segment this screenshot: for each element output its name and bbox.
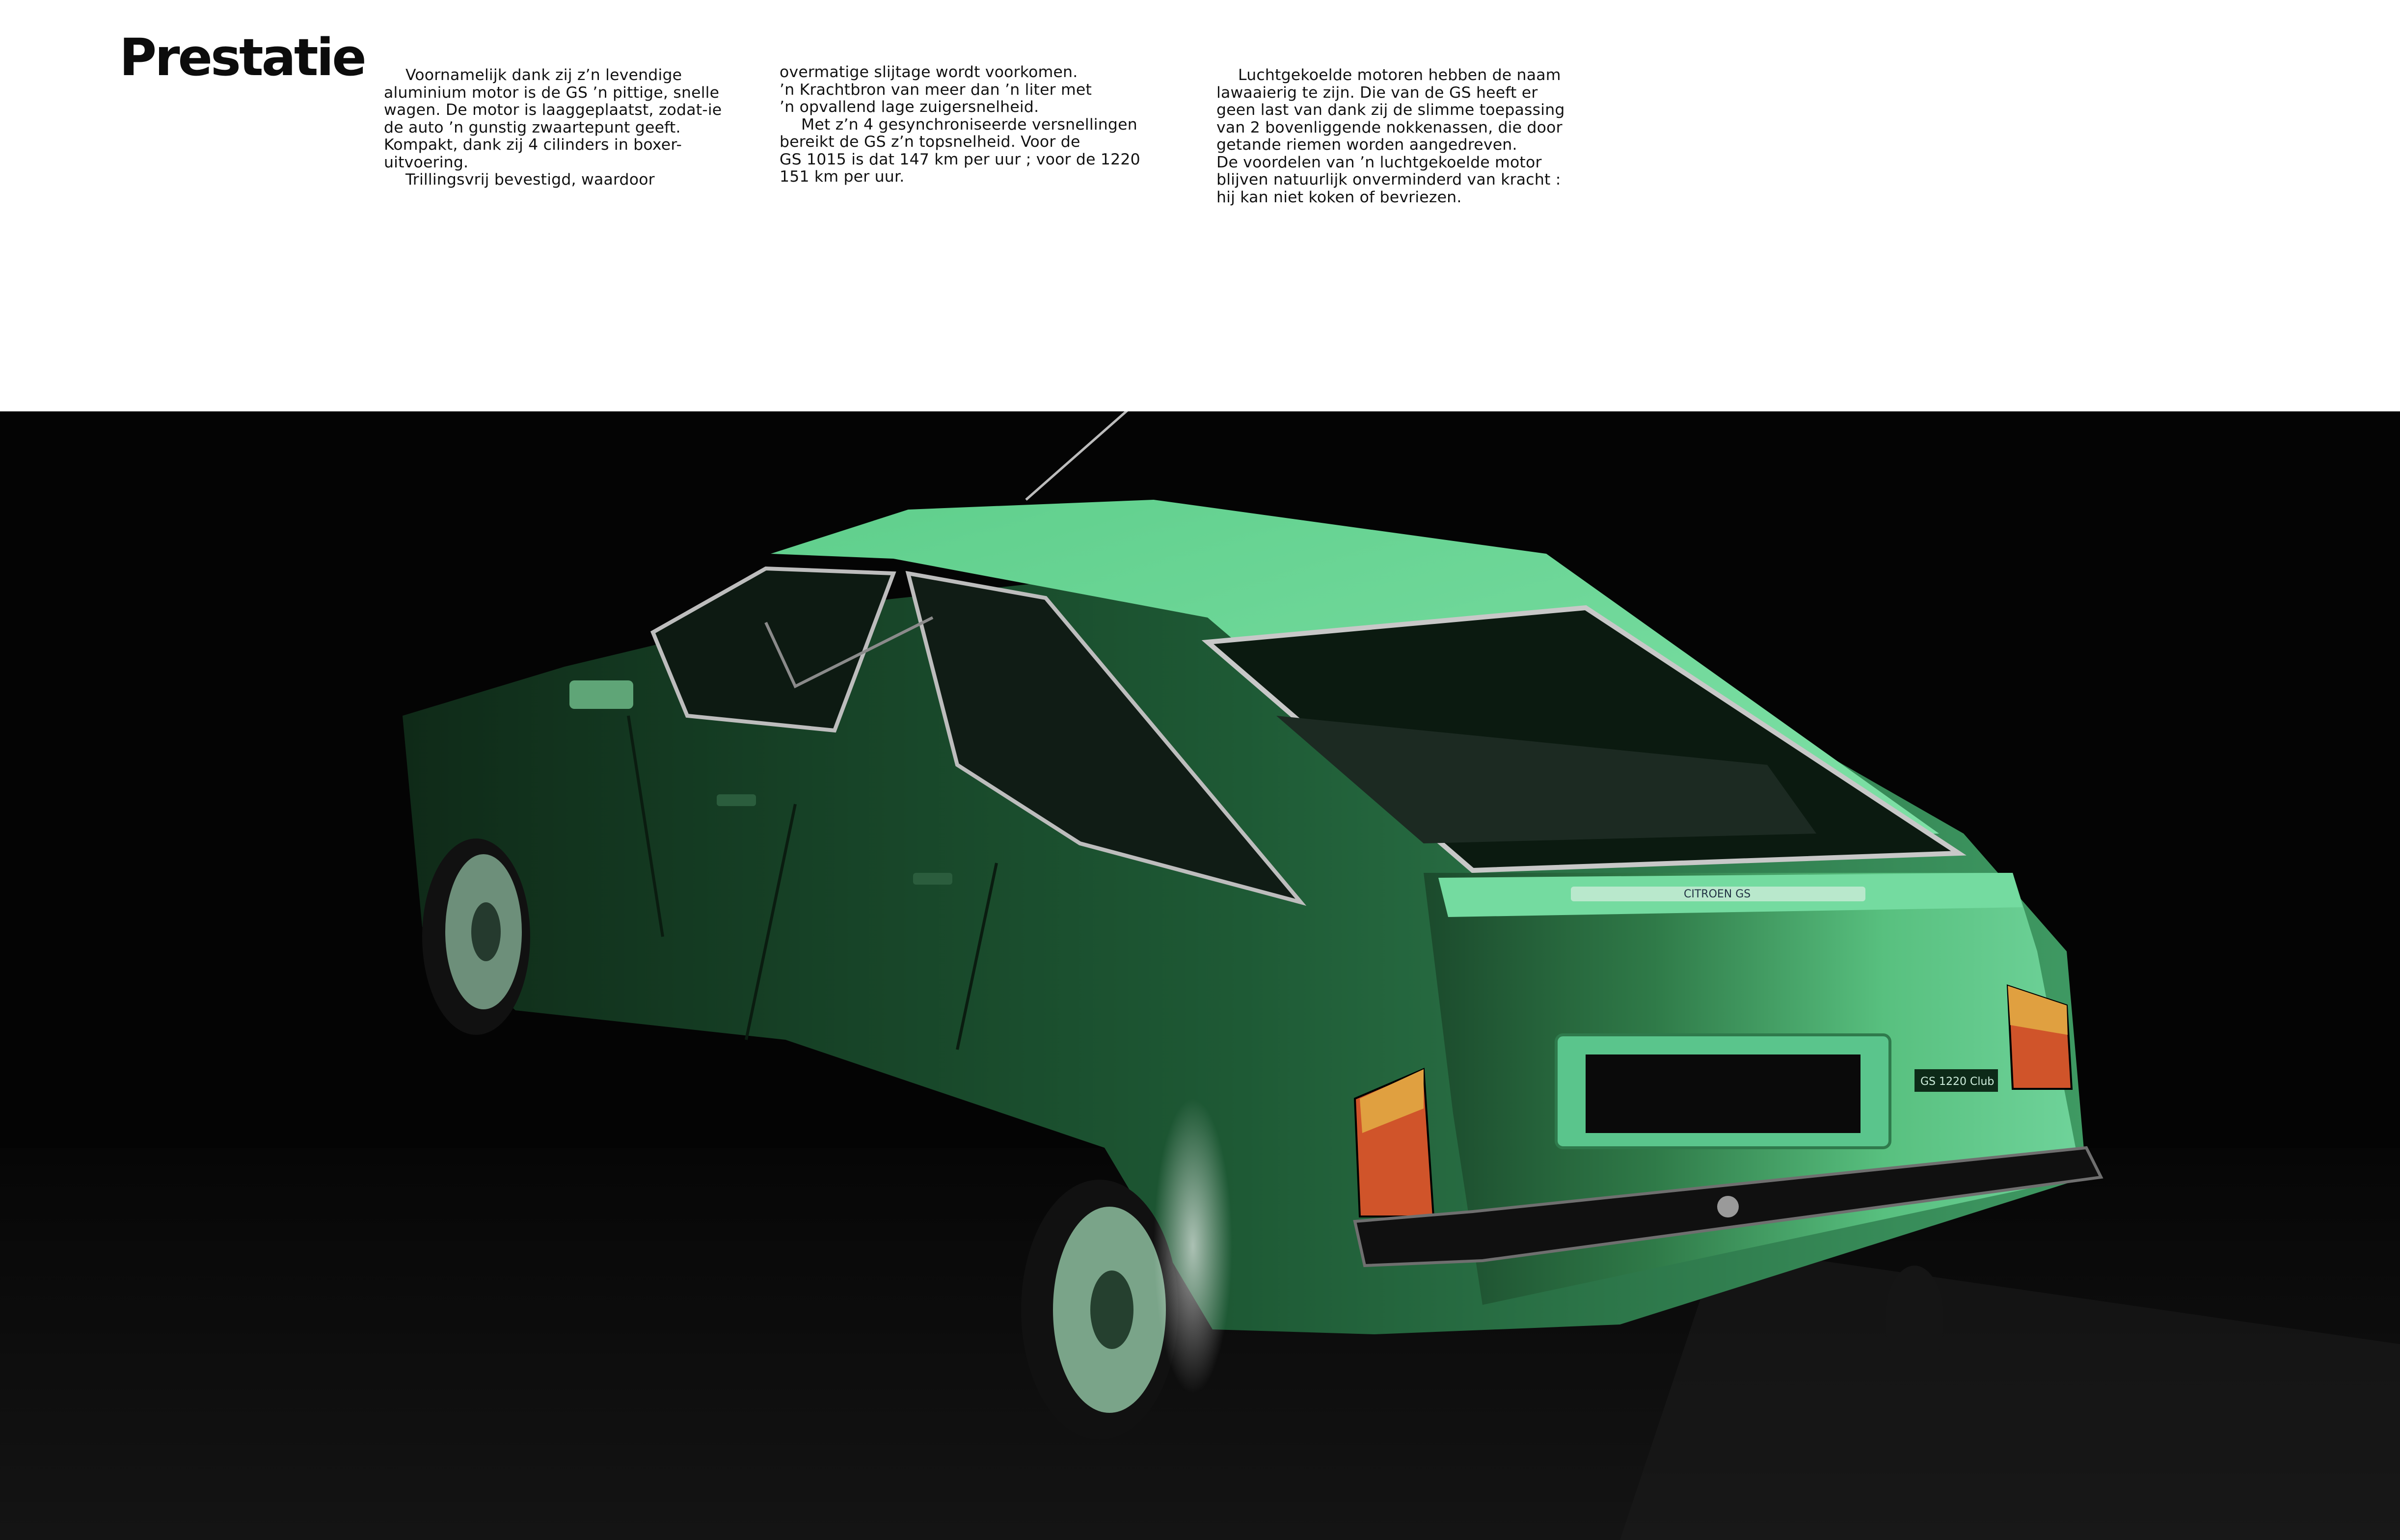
text-line: getande riemen worden aangedreven. [1216, 136, 1517, 154]
text-line: GS 1015 is dat 147 km per uur ; voor de 1220 [780, 150, 1140, 168]
text-line: bereikt de GS z’n topsnelheid. Voor de [780, 133, 1080, 151]
text-line: aluminium motor is de GS ’n pittige, snelle [384, 83, 720, 102]
text-line: uitvoering. [384, 153, 469, 171]
text-line: lawaaierig te zijn. Die van de GS heeft er [1216, 83, 1538, 102]
rear-badge: CITROEN GS [1684, 888, 1751, 900]
door-handle [913, 873, 952, 885]
side-mirror [569, 680, 633, 709]
wheel-front [422, 838, 530, 1035]
text-line: ’n Krachtbron van meer dan ’n liter met [780, 81, 1092, 99]
wheel-far [1885, 1266, 1944, 1374]
text-column-1 [384, 67, 777, 189]
tow-hook [1717, 1196, 1739, 1217]
text-line: blijven natuurlijk onverminderd van kracht : [1216, 171, 1561, 189]
model-badge: GS 1220 Club [1920, 1076, 1995, 1088]
text-line: Voornamelijk dank zij z’n levendige [405, 66, 682, 84]
text-line: hij kan niet koken of bevriezen. [1216, 188, 1462, 206]
car-photo [0, 411, 2400, 1540]
text-line: geen last van dank zij de slimme toepassing [1216, 101, 1565, 119]
car-illustration [0, 411, 2400, 1540]
text-line: overmatige slijtage wordt voorkomen. [780, 63, 1078, 81]
text-line: 151 km per uur. [780, 168, 905, 186]
text-line: de auto ’n gunstig zwaartepunt geeft. [384, 118, 681, 136]
text-line: van 2 bovenliggende nokkenassen, die door [1216, 118, 1563, 136]
text-column-2 [780, 64, 1197, 186]
license-plate [1586, 1054, 1861, 1133]
rim-light [1154, 1099, 1232, 1393]
text-line: ’n opvallend lage zuigersnelheid. [780, 98, 1039, 116]
text-column-3 [1216, 67, 1639, 206]
door-handle [717, 794, 756, 806]
text-line: De voordelen van ’n luchtgekoelde motor [1216, 153, 1542, 171]
text-line: Kompakt, dank zij 4 cilinders in boxer- [384, 136, 682, 154]
text-line: Luchtgekoelde motoren hebben de naam [1238, 66, 1561, 84]
page-title: Prestatie [119, 27, 365, 87]
antenna [1026, 411, 1129, 500]
text-line: Trillingsvrij bevestigd, waardoor [405, 171, 655, 189]
text-line: Met z’n 4 gesynchroniseerde versnellingen [801, 115, 1137, 134]
text-line: wagen. De motor is laaggeplaatst, zodat-ie [384, 101, 722, 119]
